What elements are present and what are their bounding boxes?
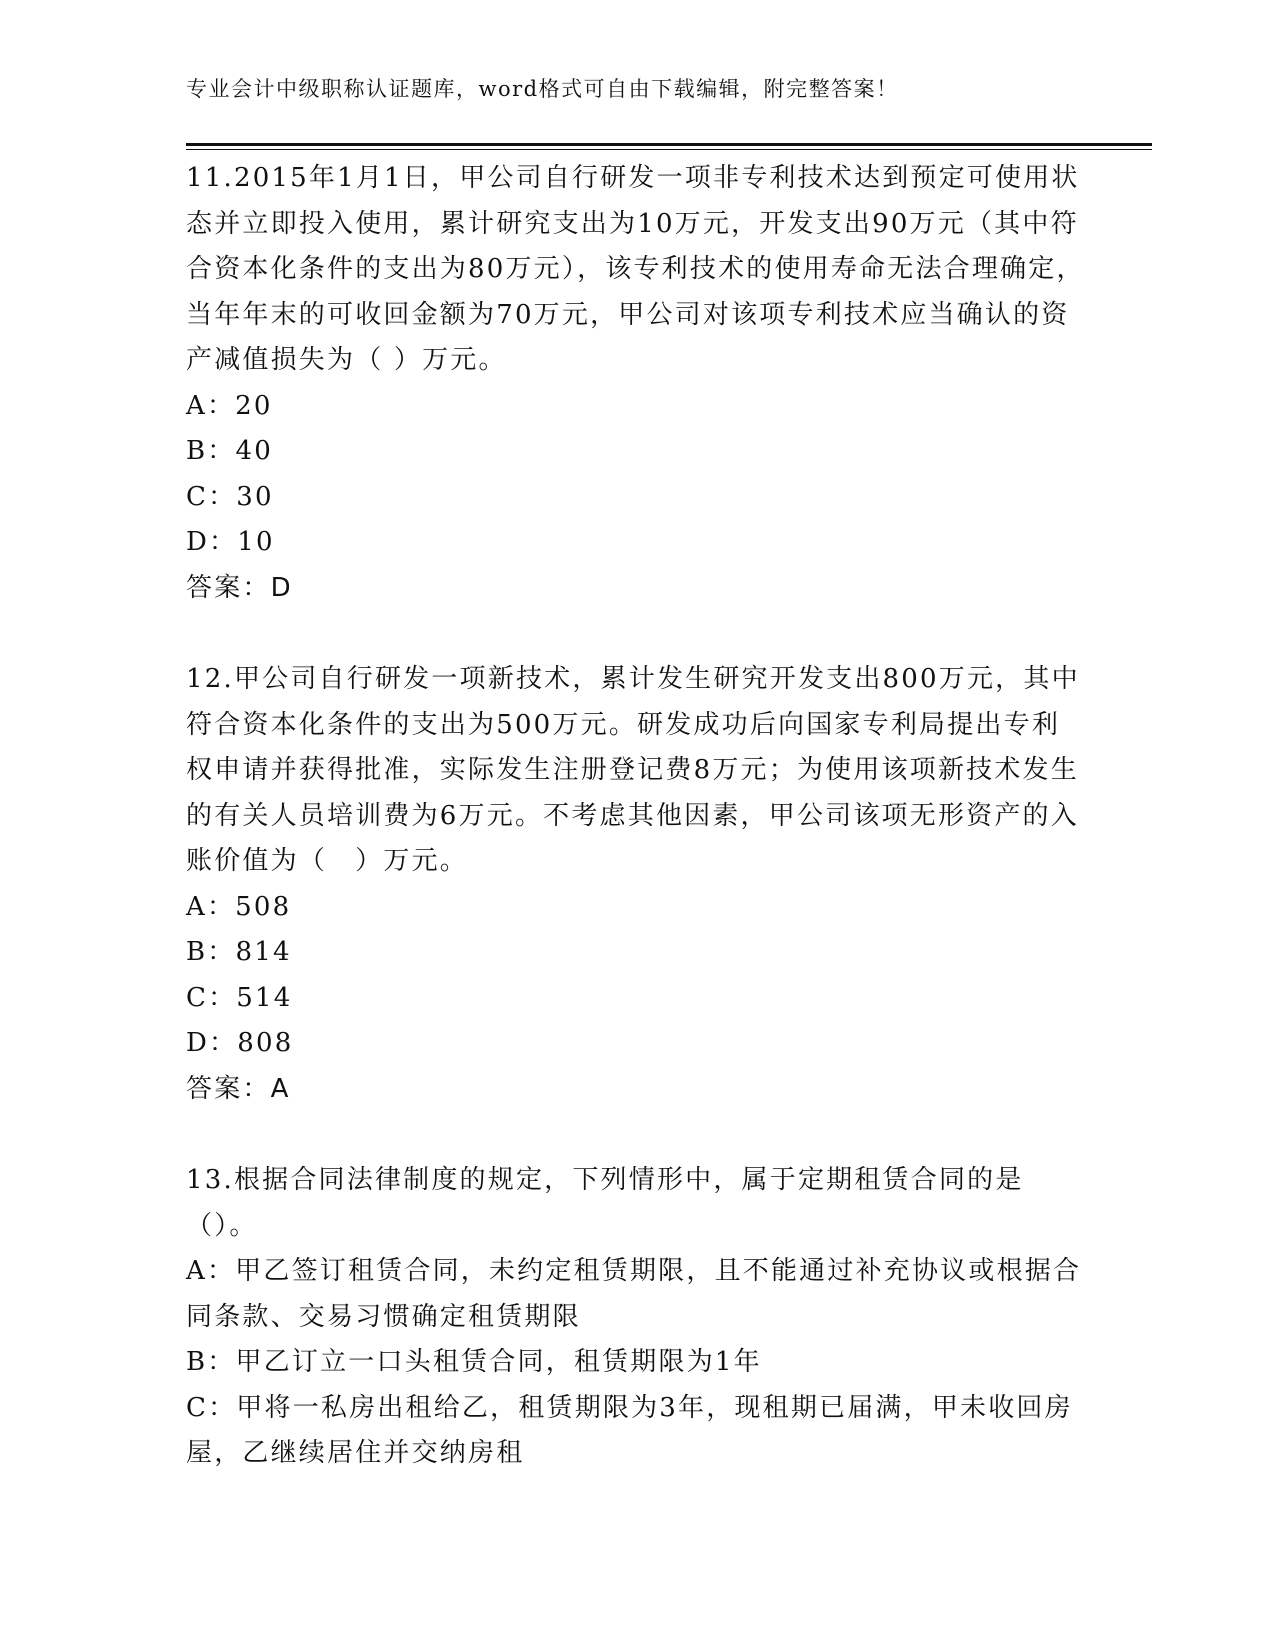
option-d: D：10 [186,527,275,557]
question-11 [186,156,1086,611]
option-b: B：40 [186,436,273,466]
answer: 答案：D [186,572,293,603]
question-list [186,156,1086,1523]
answer: 答案：A [186,1073,291,1104]
question-13 [186,1158,1086,1477]
option-a: A：20 [186,390,273,421]
option-a: A：甲乙签订租赁合同，未约定租赁期限，且不能通过补充协议或根据合同条款、交易习惯确定租赁期限 [186,1256,1082,1332]
question-stem: 13.根据合同法律制度的规定，下列情形中，属于定期租赁合同的是（）。 [186,1165,1024,1241]
header-rule-thick [186,143,1152,146]
option-c: C：甲将一私房出租给乙，租赁期限为3年，现租期已届满，甲未收回房屋，乙继续居住并交纳房租 [186,1392,1073,1468]
page-header: 专业会计中级职称认证题库，word格式可自由下载编辑，附完整答案！ [186,77,899,101]
option-a: A：508 [186,891,292,922]
header-rule-thin [186,149,1152,150]
option-b: B：814 [186,937,292,967]
question-stem: 11.2015年1月1日，甲公司自行研发一项非专利技术达到预定可使用状态并立即投入使用，累计研究支出为10万元，开发支出90万元（其中符合资本化条件的支出为80万元），该专利技术的使用寿命无法合理确定，当年年末的可收回金额为70万元，甲公司对该项专利技术应当确认的资产减值损失为（ ）万元。 [186,163,1085,375]
option-c: C：30 [186,481,274,512]
option-d: D：808 [186,1028,294,1058]
option-b: B：甲乙订立一口头租赁合同，租赁期限为1年 [186,1347,762,1377]
question-12 [186,657,1086,1112]
option-c: C：514 [186,982,293,1013]
question-stem: 12.甲公司自行研发一项新技术，累计发生研究开发支出800万元，其中符合资本化条件的支出为500万元。研发成功后向国家专利局提出专利权申请并获得批准，实际发生注册登记费8万元；为使用该项新技术发生的有关人员培训费为6万元。不考虑其他因素，甲公司该项无形资产的入账价值为（ ）万元。 [186,664,1080,876]
